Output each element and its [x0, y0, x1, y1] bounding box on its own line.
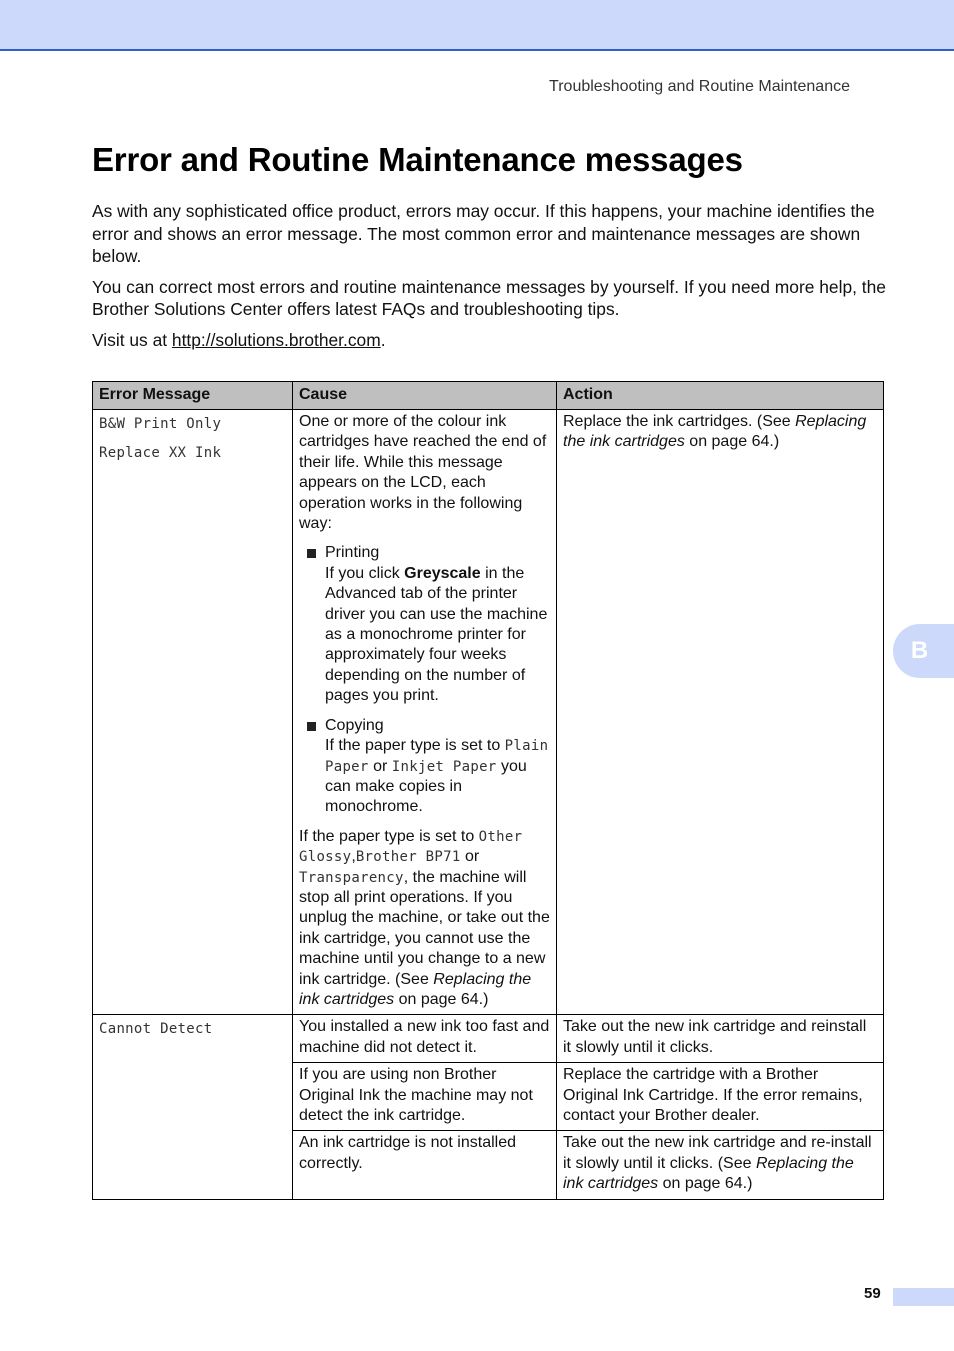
other-glossy-setting: Other Glossy [299, 828, 523, 866]
cause-cell: You installed a new ink too fast and machine did not detect it. [293, 1015, 557, 1063]
copying-bullet [299, 716, 550, 818]
cause-cell [293, 410, 557, 1015]
error-code-cannot-detect: Cannot Detect [99, 1021, 213, 1038]
paper-text-4: , the machine will stop all print operations. If you unplug the machine, or take out the ink cartridge, you cannot use the machine until you change to a new ink cartridge. (See [299, 868, 550, 988]
header-action: Action [557, 382, 884, 410]
page-number: 59 [864, 1285, 881, 1302]
action-text-2: on page 64.) [658, 1175, 753, 1193]
header-error-message: Error Message [93, 382, 293, 410]
error-table [92, 381, 884, 1200]
paper-text-3: or [460, 848, 480, 866]
table-row [93, 1015, 884, 1063]
action-text-1: Take out the new ink cartridge and re-install it slowly until it clicks. (See [563, 1134, 872, 1172]
page-title: Error and Routine Maintenance messages [92, 141, 743, 178]
replacing-cartridges-ref: Replacing the ink cartridges [563, 1154, 854, 1193]
inkjet-paper-setting: Inkjet Paper [391, 758, 497, 775]
error-message-cell [93, 410, 293, 1015]
brother-bp71-setting: Brother BP71 [355, 849, 461, 866]
paper-text-5: on page 64.) [394, 990, 489, 1008]
action-text-2: on page 64.) [684, 433, 780, 451]
action-cell: Replace the cartridge with a Brother Original Ink Cartridge. If the error remains, contact your Brother dealer. [557, 1063, 884, 1131]
intro-paragraph-2: You can correct most errors and routine maintenance messages by yourself. If you need more help, the Brother Solutions Center offers latest FAQs and troubleshooting tips. [92, 276, 886, 320]
visit-prefix: Visit us at [92, 329, 172, 350]
printing-bullet [299, 543, 550, 706]
printing-text-1: If you click [325, 564, 405, 582]
bullet-square-icon [307, 722, 316, 731]
cause-cell: An ink cartridge is not installed correctly. [293, 1131, 557, 1199]
intro-paragraph-3 [92, 329, 887, 352]
intro-text [92, 200, 887, 360]
replacing-cartridges-ref: Replacing the ink cartridges [299, 970, 532, 1008]
cause-cell: If you are using non Brother Original Ink the machine may not detect the ink cartridge. [293, 1063, 557, 1131]
copying-title: Copying [325, 716, 384, 734]
solutions-link[interactable]: http://solutions.brother.com [171, 329, 381, 350]
header-cause: Cause [293, 382, 557, 410]
table-row [93, 410, 884, 1015]
greyscale-label: Greyscale [404, 564, 481, 582]
appendix-tab: B [893, 624, 954, 678]
error-code-bw-print-only: B&W Print Only [99, 416, 222, 432]
printing-title: Printing [325, 544, 380, 562]
running-header: Troubleshooting and Routine Maintenance [549, 78, 850, 95]
copying-text-2: or [368, 757, 392, 775]
cause-intro: One or more of the colour ink cartridges have reached the end of their life. While this message appears on the LCD, each operation works in the following way: [299, 413, 547, 533]
bullet-square-icon [307, 549, 316, 558]
copying-text-3: you can make copies in monochrome. [325, 757, 527, 816]
bottom-band [893, 1288, 954, 1306]
copying-text-1: If the paper type is set to [325, 737, 505, 755]
action-cell [557, 1131, 884, 1199]
transparency-setting: Transparency [299, 869, 404, 886]
paper-comma: , [351, 848, 356, 866]
top-band [0, 0, 954, 51]
visit-suffix: . [380, 329, 386, 350]
action-text-1: Replace the ink cartridges. (See [563, 413, 796, 430]
error-code-replace-ink: Replace XX Ink [99, 445, 222, 462]
printing-text-2: in the Advanced tab of the printer driver you can use the machine as a monochrome printer for approximately four weeks depending on the number of pages you print. [325, 564, 548, 705]
table-header-row [93, 382, 884, 410]
replacing-cartridges-ref: Replacing the ink cartridges [563, 413, 867, 451]
error-message-cell [93, 1015, 293, 1199]
plain-paper-setting: Plain Paper [325, 738, 549, 775]
intro-paragraph-1: As with any sophisticated office product, errors may occur. If this happens, your machine identifies the error and shows an error message. The most common error and maintenance messages are shown below. [92, 201, 875, 267]
action-cell [557, 410, 884, 1015]
paper-type-note [299, 827, 550, 1011]
action-cell: Take out the new ink cartridge and reinstall it slowly until it clicks. [557, 1015, 884, 1063]
paper-text-1: If the paper type is set to [299, 827, 479, 845]
